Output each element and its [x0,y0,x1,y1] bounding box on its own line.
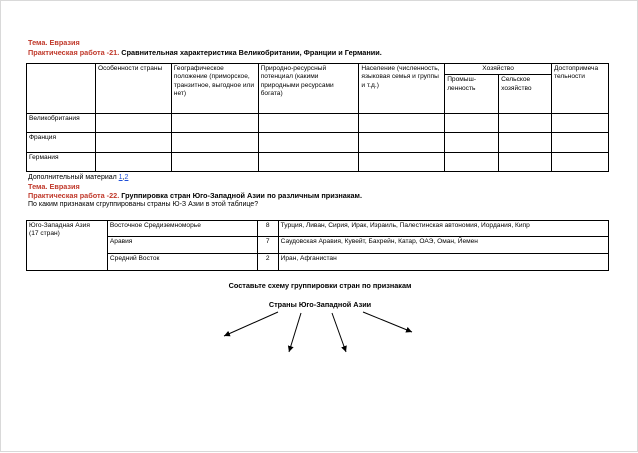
group-name: Средний Восток [107,254,257,271]
practical-label-21: Практическая работа -21. [28,48,120,57]
col-industry: Промыш-ленность [445,75,499,114]
col-economy: Хозяйство [445,64,552,75]
scheme-instruction: Составьте схему группировки стран по признакам [228,281,412,290]
col-population: Население (численность, языковая семья и группы и т.д.) [359,64,445,114]
col-sights: Достопримеча тельности [552,64,609,114]
row-country-label: Франция [27,133,96,153]
col-agriculture: Сельское хозяйство [499,75,552,114]
topic-heading-2: Тема. Евразия [28,182,80,191]
link-separator: , [122,174,125,181]
row-country-label: Великобритания [27,114,96,133]
practical-title-21: Сравнительная характеристика Великобритании, Франции и Германии. [119,48,382,57]
region-name: Юго-Западная Азия [29,222,90,229]
material-link-2[interactable]: 2 [124,174,129,181]
scheme-arrows [1,1,638,453]
group-count: 7 [257,237,278,254]
additional-text: Дополнительный материал [28,174,119,181]
group-name: Аравия [107,237,257,254]
group-count: 2 [257,254,278,271]
col-geo: Географическое положение (приморское, транзитное, выгодное или нет) [171,64,258,114]
arrow-line [332,313,346,352]
arrow-line [224,312,278,336]
material-link-1[interactable]: 1 [118,174,123,181]
group-count: 8 [257,221,278,237]
col-resources: Природно-ресурсный потенциал (какими природными ресурсами богата) [258,64,359,114]
topic-heading-1: Тема. Евразия [28,38,80,47]
group-countries: Саудовская Аравия, Кувейт, Бахрейн, Катар, ОАЭ, Оман, Йемен [278,237,608,254]
grouping-question: По каким признакам сгруппированы страны Ю-З Азии в этой таблице? [28,201,259,208]
group-countries: Иран, Афганистан [278,254,608,271]
arrow-line [363,312,412,332]
group-countries: Турция, Ливан, Сирия, Ирак, Израиль, Палестинская автономия, Иордания, Кипр [278,221,608,237]
scheme-center-label: Страны Юго-Западной Азии [268,300,372,309]
col-features: Особенности страны [95,64,171,114]
practical-title-22: Группировка стран Юго-Западной Азии по различным признакам. [119,191,362,200]
row-country-label: Германия [27,153,96,172]
region-count: (17 стран) [29,230,60,238]
group-name: Восточное Средиземноморье [107,221,257,237]
practical-label-22: Практическая работа -22. [28,191,120,200]
arrow-line [289,313,301,352]
